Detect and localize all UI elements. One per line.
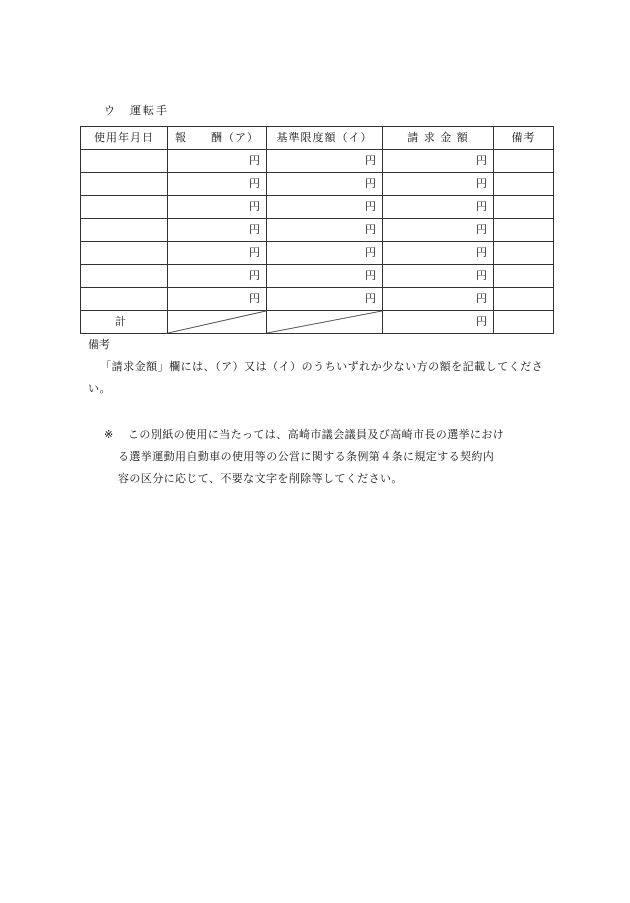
header-remuneration: 報 酬（ア） [168,127,267,150]
remarks-cell [494,288,554,311]
table-row [81,150,554,173]
remarks-cell [494,173,554,196]
remarks-cell [494,196,554,219]
table-row [81,219,554,242]
header-remarks: 備考 [494,127,554,150]
note-line: 容の区分に応じて、不要な文字を削除等してください。 [118,472,403,485]
diagonal-strike [267,311,382,333]
base-limit-cell: 円 [267,150,383,173]
table-row [81,242,554,265]
base-limit-cell: 円 [267,265,383,288]
remuneration-cell: 円 [168,265,267,288]
base-limit-cell: 円 [267,288,383,311]
remarks-title: 備考 [88,338,110,351]
total-claim-amount-cell: 円 [383,311,494,334]
header-base-limit: 基準限度額（イ） [267,127,383,150]
claim-table [80,126,554,334]
note-line: この別紙の使用に当たっては、高崎市議会議員及び高崎市長の選挙におけ [128,428,505,441]
usage-date-cell [81,219,168,242]
usage-date-cell [81,242,168,265]
remuneration-cell: 円 [168,219,267,242]
total-remuneration-struck-cell [168,311,267,334]
usage-date-cell [81,288,168,311]
base-limit-cell: 円 [267,196,383,219]
table-row [81,288,554,311]
usage-date-cell [81,265,168,288]
remarks-cell [494,242,554,265]
base-limit-cell: 円 [267,173,383,196]
base-limit-cell: 円 [267,219,383,242]
total-remarks-cell [494,311,554,334]
section-title: ウ 運転手 [104,104,169,117]
table-row [81,173,554,196]
claim-amount-cell: 円 [383,196,494,219]
base-limit-cell: 円 [267,242,383,265]
claim-amount-cell: 円 [383,219,494,242]
usage-note [104,424,554,490]
usage-date-cell [81,173,168,196]
usage-date-cell [81,196,168,219]
note-line: る選挙運動用自動車の使用等の公営に関する条例第４条に規定する契約内 [118,450,495,463]
remuneration-cell: 円 [168,150,267,173]
table-row [81,265,554,288]
total-row [81,311,554,334]
usage-date-cell [81,150,168,173]
table-row [81,196,554,219]
remarks-body: 「請求金額」欄には、（ア）又は（イ）のうちいずれか少ない方の額を記載してください。 [88,360,544,395]
claim-amount-cell: 円 [383,265,494,288]
claim-amount-cell: 円 [383,288,494,311]
note-text [104,424,554,490]
header-usage-date: 使用年月日 [81,127,168,150]
total-label: 計 [81,311,168,334]
header-claim-amount: 請 求 金 額 [383,127,494,150]
table-header-row [81,127,554,150]
remuneration-cell: 円 [168,173,267,196]
reference-mark: ※ [104,428,114,441]
claim-amount-cell: 円 [383,242,494,265]
remarks-cell [494,219,554,242]
remarks-cell [494,150,554,173]
remuneration-cell: 円 [168,288,267,311]
remuneration-cell: 円 [168,242,267,265]
claim-amount-cell: 円 [383,150,494,173]
total-base-limit-struck-cell [267,311,383,334]
remarks-cell [494,265,554,288]
diagonal-strike [168,311,266,333]
remuneration-cell: 円 [168,196,267,219]
claim-amount-cell: 円 [383,173,494,196]
